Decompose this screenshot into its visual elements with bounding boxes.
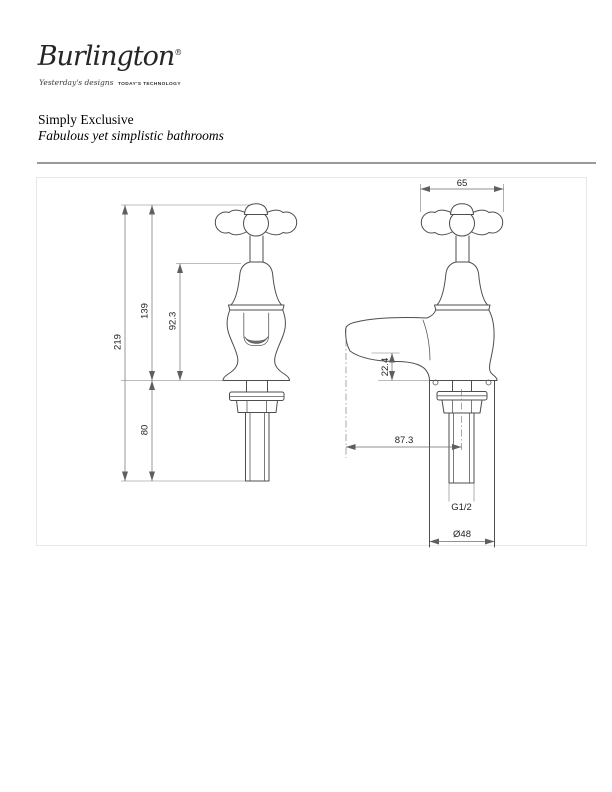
side-body-spout <box>346 310 498 381</box>
side-stem <box>456 236 469 263</box>
dim-body-height: 92.3 <box>167 311 179 331</box>
dim-deck-to-top: 139 <box>139 303 151 319</box>
tagline-caps: TODAY'S TECHNOLOGY <box>117 81 181 87</box>
dim-shank-length: 80 <box>139 424 151 436</box>
front-bonnet <box>229 262 285 310</box>
dim-handle-width: 65 <box>456 178 468 189</box>
page-subtitle: Fabulous yet simplistic bathrooms <box>38 128 224 143</box>
dim-spout-clearance: 22.4 <box>380 357 391 377</box>
front-dimension-lines <box>125 205 180 481</box>
tagline-script: Yesterday's designs <box>39 77 114 87</box>
front-body <box>223 310 290 381</box>
dim-spout-reach: 87.3 <box>394 435 414 446</box>
side-bonnet <box>435 262 491 310</box>
dim-thread-size: G1/2 <box>451 502 472 513</box>
side-handle <box>421 204 502 236</box>
dim-base-diameter: Ø48 <box>453 529 471 540</box>
dim-overall-height: 219 <box>112 334 124 350</box>
front-stem <box>250 236 263 263</box>
registered-mark: ® <box>174 48 183 57</box>
brand-name: Burlington <box>37 41 175 72</box>
page-title: Simply Exclusive <box>38 112 134 127</box>
front-extension-lines <box>121 205 250 481</box>
side-fixing <box>437 381 487 502</box>
front-view <box>113 204 297 481</box>
side-view <box>346 178 504 547</box>
front-fixing <box>230 381 285 482</box>
front-handle <box>215 204 296 236</box>
